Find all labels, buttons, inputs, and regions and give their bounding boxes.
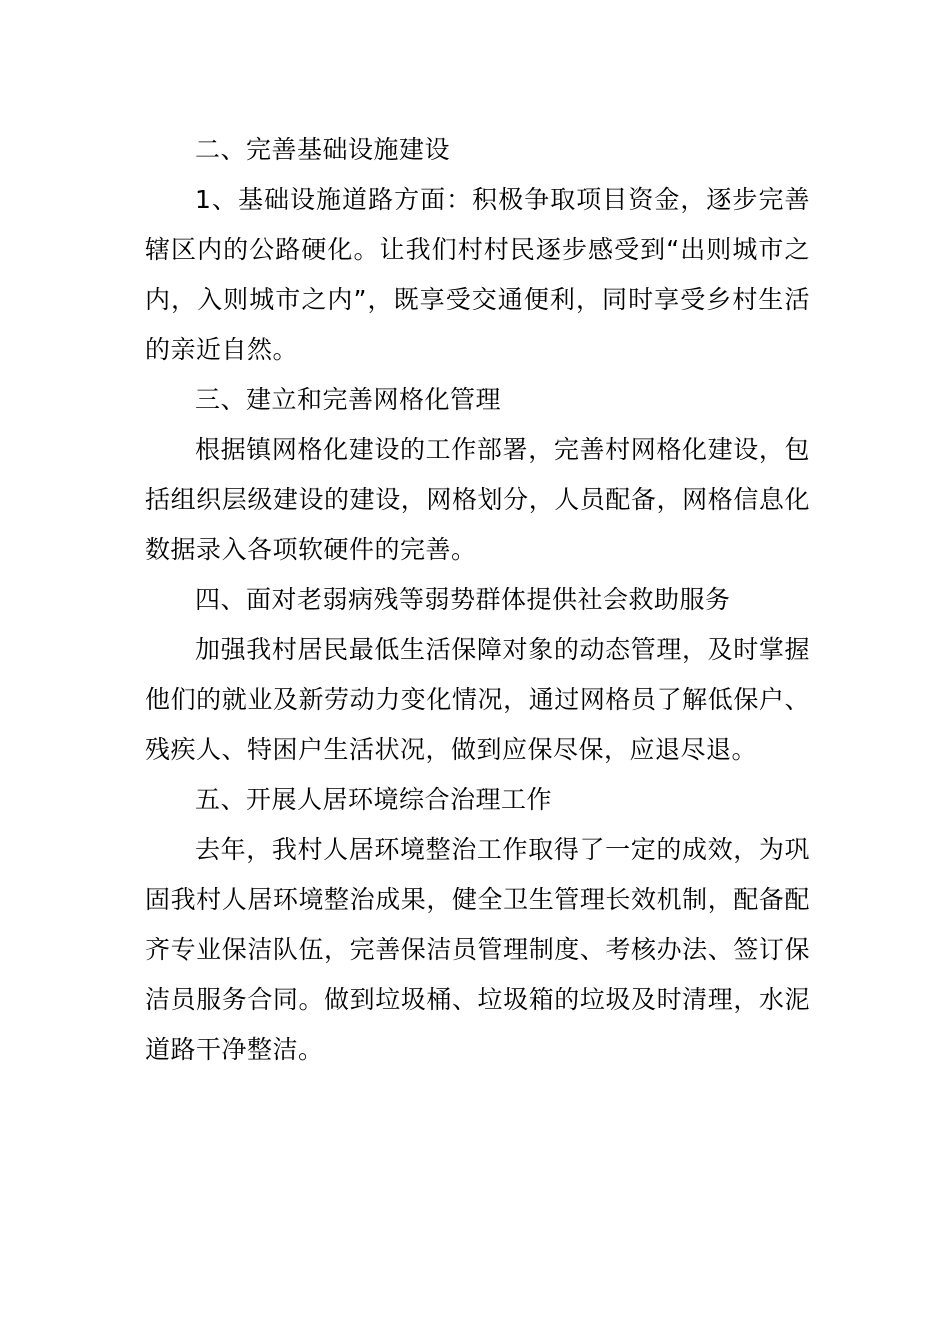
paragraph-living-environment: 去年，我村人居环境整治工作取得了一定的成效，为巩固我村人居环境整治成果，健全卫生管理长效机制，配备配齐专业保洁队伍，完善保洁员管理制度、考核办法、签订保洁员服务合同。做到垃圾桶、垃圾箱的垃圾及时清理，水泥道路干净整洁。 xyxy=(145,835,810,1064)
document-body xyxy=(145,125,810,1075)
paragraph-grid-management: 根据镇网格化建设的工作部署，完善村网格化建设，包括组织层级建设的建设，网格划分，人员配备，网格信息化数据录入各项软硬件的完善。 xyxy=(145,435,810,564)
paragraph-road-infrastructure: 1、基础设施道路方面：积极争取项目资金，逐步完善辖区内的公路硬化。让我们村村民逐步感受到“出则城市之内，入则城市之内”，既享受交通便利，同时享受乡村生活的亲近自然。 xyxy=(145,185,810,364)
section-heading-grid-management: 三、建立和完善网格化管理 xyxy=(195,385,502,414)
paragraph-social-assistance: 加强我村居民最低生活保障对象的动态管理，及时掌握他们的就业及新劳动力变化情况，通过网格员了解低保户、残疾人、特困户生活状况，做到应保尽保，应退尽退。 xyxy=(145,635,810,764)
section-heading-infrastructure: 二、完善基础设施建设 xyxy=(195,135,451,164)
section-heading-social-assistance: 四、面对老弱病残等弱势群体提供社会救助服务 xyxy=(195,585,731,614)
section-heading-living-environment: 五、开展人居环境综合治理工作 xyxy=(195,785,553,814)
